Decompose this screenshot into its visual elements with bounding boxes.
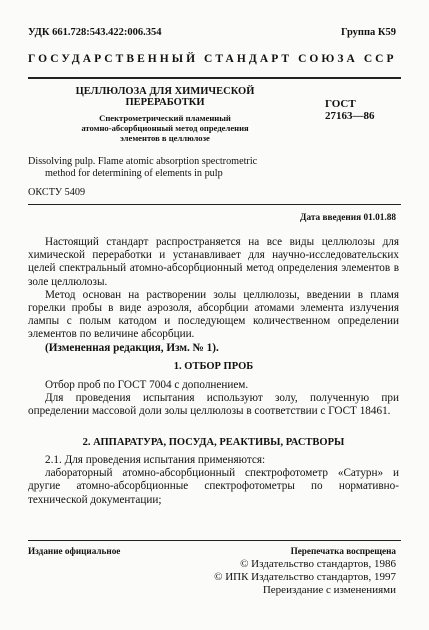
- divider-okstu: [28, 204, 401, 205]
- gost-number: [325, 98, 375, 122]
- subtitle-line-1: Спектрометрический пламенный: [99, 113, 231, 123]
- divider-footer: [28, 540, 401, 541]
- section-1-heading: 1. ОТБОР ПРОБ: [173, 361, 254, 372]
- section-1-text: [28, 379, 399, 419]
- section-2-text: [28, 454, 399, 507]
- intro-paragraph-2: Метод основан на растворении золы целлюлозы, введении в пламя горелки пробы в виде аэрозоля, абсорбции атомами элемента излучения лампы с полым катодом и последующем количественном определении элементов по величине абсорбции.: [28, 288, 399, 341]
- english-title-line-2: method for determining of elements in pulp: [45, 167, 223, 179]
- subtitle-line-2: атомно-абсорбционный метод определения: [81, 123, 249, 133]
- okstu-code: ОКСТУ 5409: [28, 187, 86, 198]
- gost-code: 27163—86: [325, 110, 375, 122]
- amendment-note: (Измененная редакция, Изм. № 1).: [45, 341, 219, 354]
- gost-label: ГОСТ: [325, 98, 356, 110]
- copyright-block: [214, 558, 396, 597]
- reprint-prohibited-label: Перепечатка воспрещена: [290, 546, 396, 556]
- reissue-note: Переиздание с изменениями: [262, 584, 396, 596]
- document-subtitle: [65, 113, 265, 143]
- copyright-line-2: © ИПК Издательство стандартов, 1997: [214, 571, 396, 583]
- subtitle-line-3: элементов в целлюлозе: [120, 133, 210, 143]
- section-1-paragraph-2: Для проведения испытания используют золу, полученную при определении массовой доли золы целлюлозы в соответствии с ГОСТ 18461.: [28, 392, 399, 418]
- state-standard-heading: ГОСУДАРСТВЕННЫЙ СТАНДАРТ СОЮЗА ССР: [28, 53, 397, 65]
- official-edition-label: Издание официальное: [28, 546, 121, 556]
- udk-code: УДК 661.728:543.422:006.354: [28, 27, 162, 38]
- title-line-1: ЦЕЛЛЮЛОЗА ДЛЯ ХИМИЧЕСКОЙ: [75, 86, 255, 97]
- english-title-line-1: Dissolving pulp. Flame atomic absorption spectrometric: [28, 156, 258, 167]
- intro-text: [28, 236, 399, 355]
- copyright-line-1: © Издательство стандартов, 1986: [240, 558, 396, 570]
- intro-paragraph-1: Настоящий стандарт распространяется на все виды целлюлозы для химической переработки и устанавливает для научно-исследовательских целей спектральный атомно-абсорбционный метод определения элементов в золе целлюлозы.: [28, 236, 399, 288]
- divider-top: [28, 77, 401, 79]
- document-title: [65, 86, 265, 108]
- introduction-date: Дата введения 01.01.88: [300, 213, 396, 223]
- group-code: Группа К59: [340, 27, 396, 38]
- section-2-heading: 2. АППАРАТУРА, ПОСУДА, РЕАКТИВЫ, РАСТВОРЫ: [82, 437, 345, 448]
- section-2-paragraph-2: лабораторный атомно-абсорбционный спектрофотометр «Сатурн» и другие атомно-абсорбционные спектрофотометры по нормативно-технической документации;: [28, 467, 399, 506]
- section-2-paragraph-1: 2.1. Для проведения испытания применяются:: [45, 454, 266, 466]
- section-1-paragraph-1: Отбор проб по ГОСТ 7004 с дополнением.: [45, 379, 249, 391]
- english-title: [28, 156, 348, 179]
- title-line-2: ПЕРЕРАБОТКИ: [125, 97, 205, 108]
